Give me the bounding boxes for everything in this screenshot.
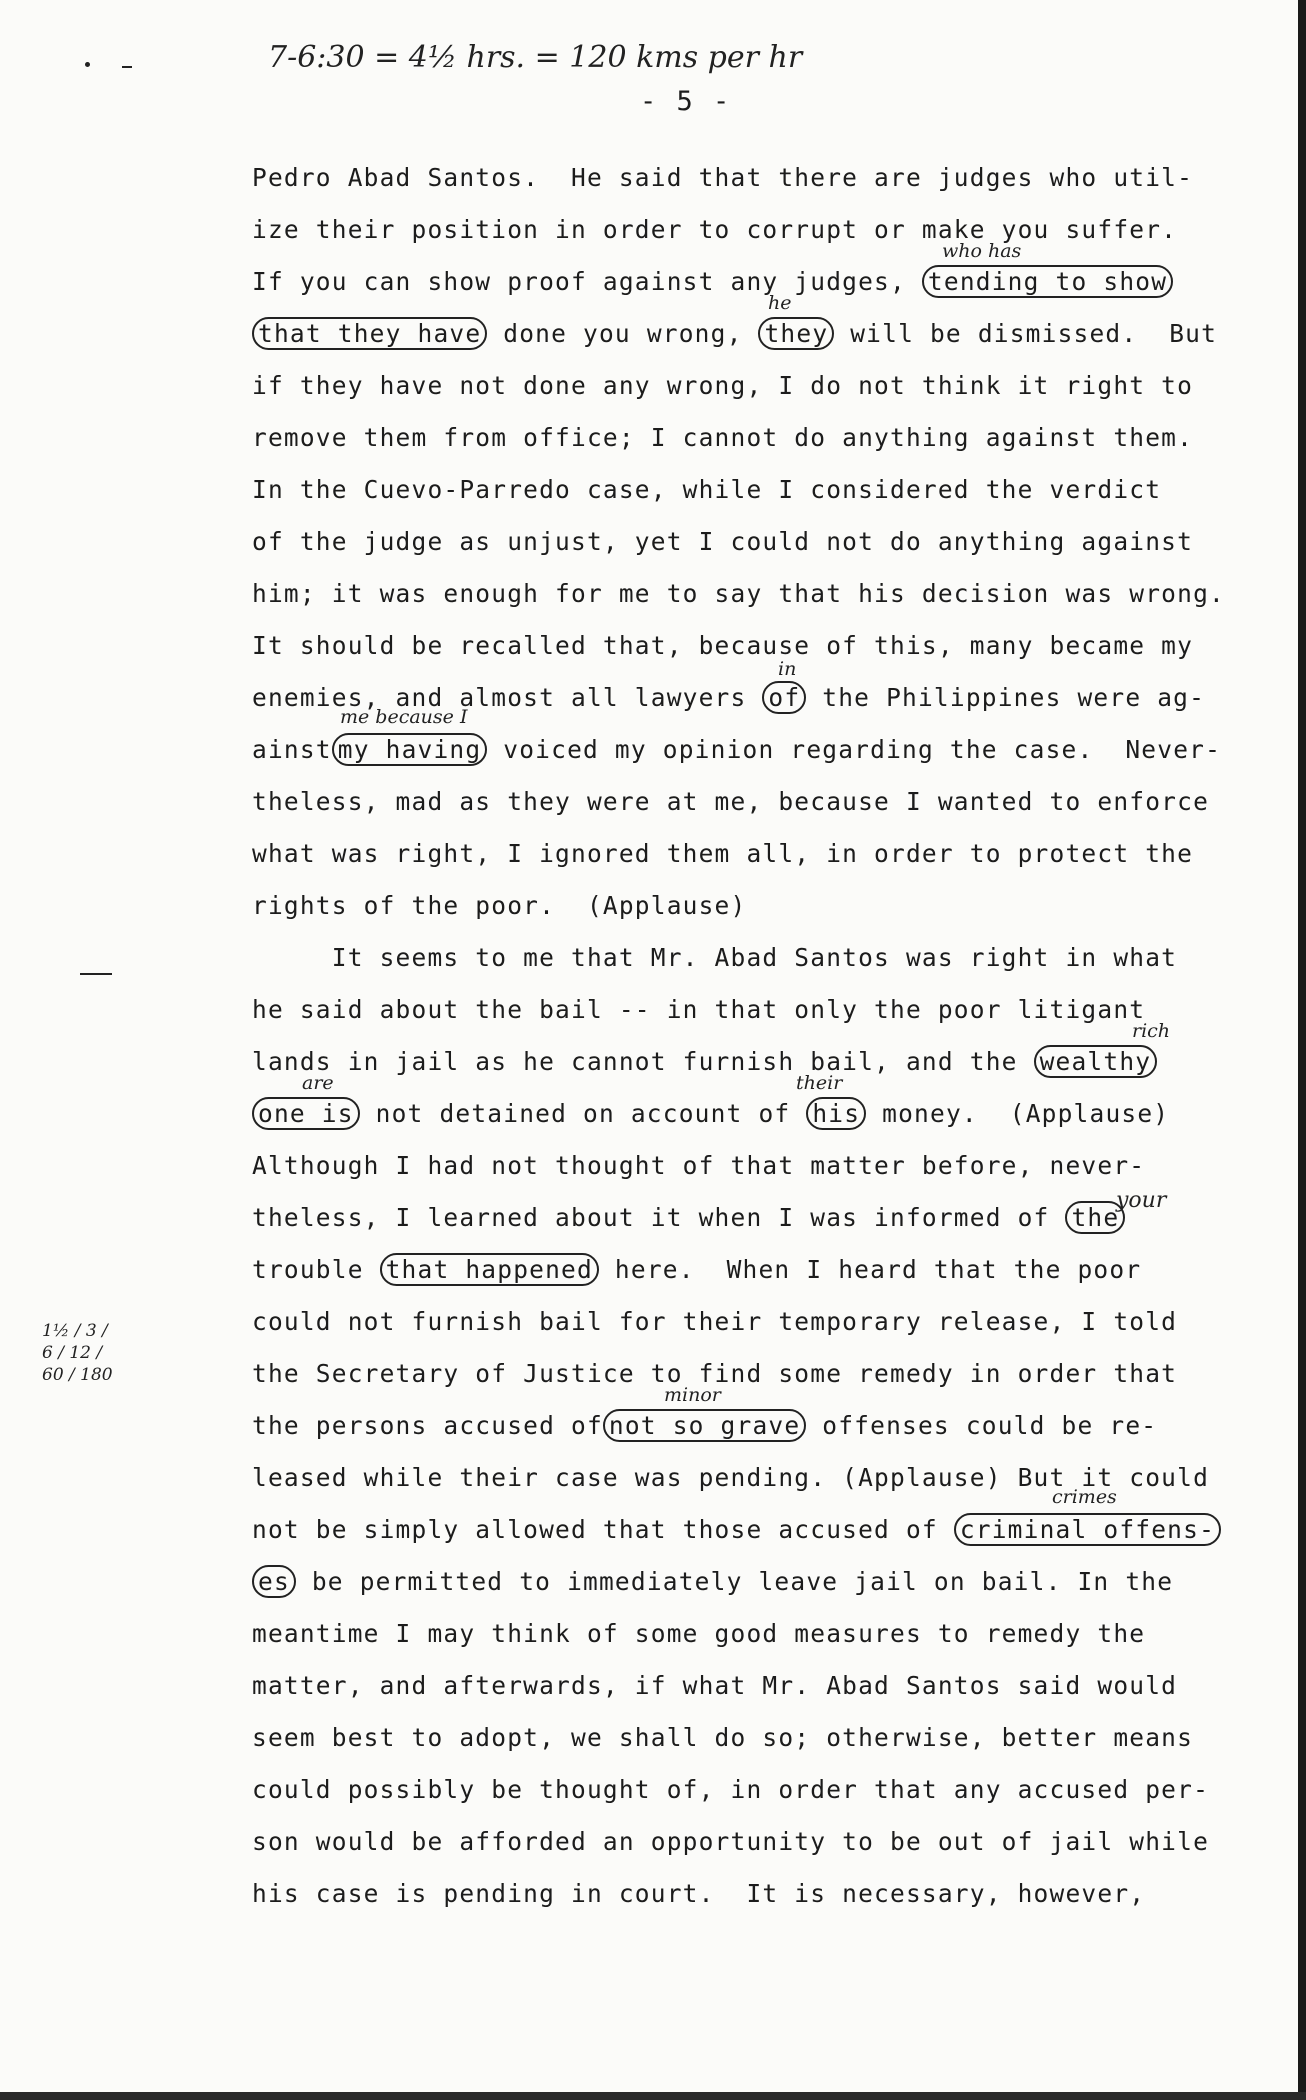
circled-phrase: criminal offens-: [954, 1513, 1221, 1546]
page-number: - 5 -: [640, 86, 732, 117]
text-line: one is not detained on account of his money. (Applause): [252, 1094, 1169, 1134]
text-line: Pedro Abad Santos. He said that there are judges who util-: [252, 163, 1194, 192]
text-line: him; it was enough for me to say that his decision was wrong.: [252, 579, 1225, 608]
handwritten-insert: he: [768, 292, 792, 314]
circled-phrase: es: [252, 1565, 296, 1598]
handwritten-insert: minor: [664, 1384, 721, 1406]
circled-phrase: his: [806, 1097, 866, 1130]
handwritten-insert: crimes: [1052, 1486, 1117, 1508]
text-line: matter, and afterwards, if what Mr. Abad Santos said would: [252, 1671, 1178, 1700]
text-line: In the Cuevo-Parredo case, while I considered the verdict: [252, 475, 1162, 504]
text-line: not be simply allowed that those accused of criminal offens-: [252, 1510, 1221, 1550]
circled-phrase: that happened: [380, 1253, 599, 1286]
text-line: If you can show proof against any judges, tending to show: [252, 262, 1173, 302]
text-line: It seems to me that Mr. Abad Santos was right in what: [252, 943, 1178, 972]
text-line: It should be recalled that, because of this, many became my: [252, 631, 1194, 660]
scan-edge-bottom: [0, 2092, 1306, 2100]
scan-edge-right: [1298, 0, 1306, 2100]
handwritten-insert: their: [796, 1072, 843, 1094]
text-line: he said about the bail -- in that only the poor litigant: [252, 995, 1146, 1024]
punch-mark-dash: [122, 66, 132, 68]
circled-phrase: that they have: [252, 317, 487, 350]
circled-phrase: of: [762, 681, 806, 714]
text-line: ainst my having voiced my opinion regarding the case. Never-: [252, 735, 1222, 764]
header-handwritten-note: 7-6:30 = 4½ hrs. = 120 kms per hr: [268, 40, 803, 75]
text-line: enemies, and almost all lawyers of the Philippines were ag-: [252, 683, 1206, 712]
circled-phrase: wealthy: [1034, 1045, 1158, 1078]
text-line: trouble that happened here. When I heard that the poor: [252, 1255, 1142, 1284]
circled-phrase: they: [758, 317, 834, 350]
handwritten-insert: in: [778, 658, 797, 680]
handwritten-insert: me because I: [340, 706, 468, 728]
text-line: seem best to adopt, we shall do so; otherwise, better means: [252, 1723, 1194, 1752]
circled-phrase: my having: [332, 733, 488, 766]
punch-mark: [85, 62, 90, 67]
circled-phrase: not so grave: [603, 1409, 806, 1442]
text-line: remove them from office; I cannot do anything against them.: [252, 423, 1194, 452]
margin-dash: [80, 973, 112, 975]
circled-phrase: one is: [252, 1097, 360, 1130]
text-line: lands in jail as he cannot furnish bail, and the wealthy: [252, 1042, 1157, 1082]
text-line: could possibly be thought of, in order that any accused per-: [252, 1775, 1210, 1804]
circled-phrase: tending to show: [922, 265, 1173, 298]
text-line: ize their position in order to corrupt or make you suffer.: [252, 215, 1178, 244]
text-line: of the judge as unjust, yet I could not do anything against: [252, 527, 1194, 556]
text-line: could not furnish bail for their temporary release, I told: [252, 1307, 1178, 1336]
circled-phrase: the: [1065, 1201, 1125, 1234]
text-line: theless, I learned about it when I was informed of the: [252, 1198, 1125, 1238]
text-line: what was right, I ignored them all, in order to protect the: [252, 839, 1194, 868]
text-line: rights of the poor. (Applause): [252, 891, 747, 920]
text-line: if they have not done any wrong, I do not think it right to: [252, 371, 1194, 400]
handwritten-insert: your: [1116, 1188, 1167, 1213]
margin-calculation: 1½ / 3 / 6 / 12 / 60 / 180: [42, 1321, 113, 1385]
text-line: his case is pending in court. It is necessary, however,: [252, 1879, 1146, 1908]
handwritten-insert: rich: [1132, 1020, 1171, 1042]
text-line: Although I had not thought of that matter before, never-: [252, 1151, 1146, 1180]
text-line: meantime I may think of some good measures to remedy the: [252, 1619, 1146, 1648]
text-line: the persons accused of not so grave offenses could be re-: [252, 1411, 1158, 1440]
text-line: es be permitted to immediately leave jail on bail. In the: [252, 1562, 1173, 1602]
text-line: son would be afforded an opportunity to be out of jail while: [252, 1827, 1210, 1856]
handwritten-insert: who has: [942, 240, 1022, 262]
text-line: the Secretary of Justice to find some remedy in order that: [252, 1359, 1178, 1388]
handwritten-insert: are: [302, 1072, 334, 1094]
text-line: that they have done you wrong, they will be dismissed. But: [252, 314, 1217, 354]
text-line: leased while their case was pending. (Applause) But it could: [252, 1463, 1210, 1492]
text-line: theless, mad as they were at me, because I wanted to enforce: [252, 787, 1210, 816]
